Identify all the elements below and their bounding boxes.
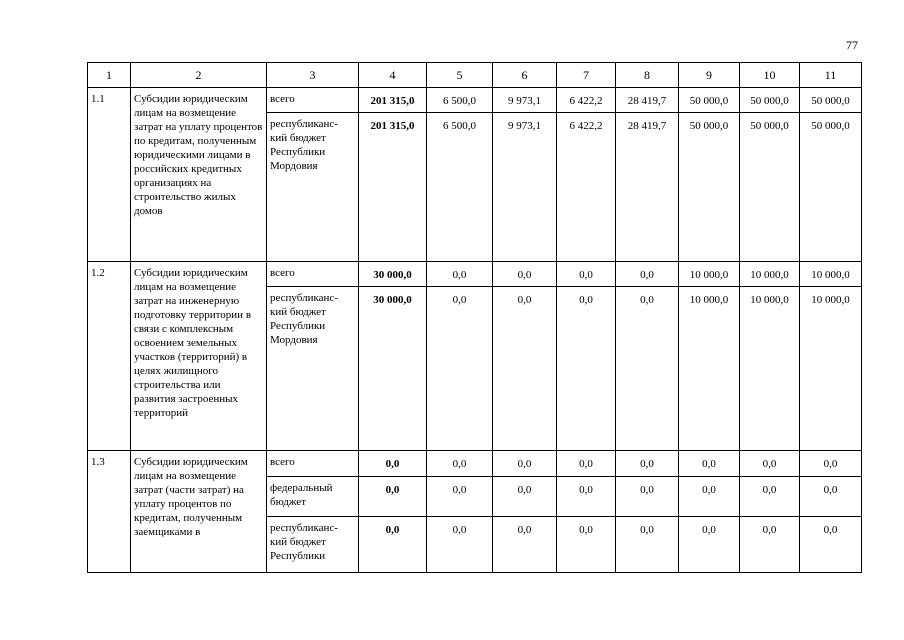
- value-cell: 50 000,0: [800, 113, 862, 262]
- value-cell: 9 973,1: [493, 113, 557, 262]
- value-cell: 0,0: [493, 262, 557, 287]
- funding-source: всего: [267, 88, 359, 113]
- value-cell: 0,0: [427, 262, 493, 287]
- column-header: 4: [359, 63, 427, 88]
- funding-source: федеральный бюджет: [267, 477, 359, 517]
- column-header: 3: [267, 63, 359, 88]
- value-cell: 6 422,2: [557, 88, 616, 113]
- value-cell: 0,0: [427, 517, 493, 573]
- column-header: 1: [88, 63, 131, 88]
- value-cell: 50 000,0: [740, 113, 800, 262]
- funding-source: всего: [267, 262, 359, 287]
- total-cell: 201 315,0: [359, 113, 427, 262]
- value-cell: 0,0: [557, 477, 616, 517]
- column-header: 11: [800, 63, 862, 88]
- value-cell: 10 000,0: [740, 262, 800, 287]
- value-cell: 50 000,0: [679, 88, 740, 113]
- item-number: 1.2: [88, 262, 131, 451]
- budget-table: [87, 62, 862, 573]
- funding-source: республиканс-кий бюджет Республики: [267, 517, 359, 573]
- table-row: [88, 88, 862, 113]
- funding-source: всего: [267, 451, 359, 477]
- table-row: [88, 262, 862, 287]
- column-header: 5: [427, 63, 493, 88]
- value-cell: 0,0: [557, 517, 616, 573]
- funding-source: республиканс-кий бюджет Республики Мордовия: [267, 287, 359, 451]
- table-row: [88, 451, 862, 477]
- value-cell: 0,0: [616, 287, 679, 451]
- value-cell: 50 000,0: [679, 113, 740, 262]
- value-cell: 0,0: [616, 262, 679, 287]
- value-cell: 50 000,0: [800, 88, 862, 113]
- value-cell: 0,0: [740, 451, 800, 477]
- value-cell: 0,0: [616, 477, 679, 517]
- column-number-row: [88, 63, 862, 88]
- value-cell: 0,0: [427, 451, 493, 477]
- value-cell: 0,0: [493, 477, 557, 517]
- value-cell: 0,0: [493, 517, 557, 573]
- total-cell: 0,0: [359, 477, 427, 517]
- column-header: 6: [493, 63, 557, 88]
- item-description: Субсидии юридическим лицам на возмещение затрат на уплату процентов по кредитам, полученным юридическими лицами в российских кредитных организациях на строительство жилых домов: [131, 88, 267, 262]
- value-cell: 10 000,0: [740, 287, 800, 451]
- value-cell: 6 500,0: [427, 88, 493, 113]
- value-cell: 10 000,0: [800, 262, 862, 287]
- column-header: 8: [616, 63, 679, 88]
- total-cell: 0,0: [359, 517, 427, 573]
- item-number: 1.1: [88, 88, 131, 262]
- item-number: 1.3: [88, 451, 131, 573]
- value-cell: 0,0: [740, 477, 800, 517]
- column-header: 2: [131, 63, 267, 88]
- value-cell: 0,0: [557, 262, 616, 287]
- value-cell: 0,0: [679, 477, 740, 517]
- value-cell: 0,0: [557, 451, 616, 477]
- funding-source: республиканс-кий бюджет Республики Мордовия: [267, 113, 359, 262]
- total-cell: 201 315,0: [359, 88, 427, 113]
- value-cell: 0,0: [616, 517, 679, 573]
- item-description: Субсидии юридическим лицам на возмещение затрат (части затрат) на уплату процентов по кредитам, полученным заемщиками в: [131, 451, 267, 573]
- item-description: Субсидии юридическим лицам на возмещение затрат на инженерную подготовку территории в связи с комплексным освоением земельных участков (территорий) в целях жилищного строительства или развития застроенных территорий: [131, 262, 267, 451]
- value-cell: 0,0: [800, 517, 862, 573]
- value-cell: 0,0: [493, 451, 557, 477]
- value-cell: 0,0: [493, 287, 557, 451]
- total-cell: 0,0: [359, 451, 427, 477]
- value-cell: 28 419,7: [616, 113, 679, 262]
- value-cell: 9 973,1: [493, 88, 557, 113]
- value-cell: 0,0: [557, 287, 616, 451]
- value-cell: 0,0: [800, 477, 862, 517]
- value-cell: 6 422,2: [557, 113, 616, 262]
- value-cell: 10 000,0: [679, 287, 740, 451]
- value-cell: 10 000,0: [679, 262, 740, 287]
- value-cell: 0,0: [679, 451, 740, 477]
- value-cell: 0,0: [427, 477, 493, 517]
- total-cell: 30 000,0: [359, 262, 427, 287]
- value-cell: 6 500,0: [427, 113, 493, 262]
- column-header: 9: [679, 63, 740, 88]
- value-cell: 50 000,0: [740, 88, 800, 113]
- column-header: 10: [740, 63, 800, 88]
- value-cell: 0,0: [427, 287, 493, 451]
- value-cell: 10 000,0: [800, 287, 862, 451]
- value-cell: 0,0: [679, 517, 740, 573]
- value-cell: 0,0: [740, 517, 800, 573]
- page-number: 77: [846, 38, 858, 52]
- value-cell: 28 419,7: [616, 88, 679, 113]
- column-header: 7: [557, 63, 616, 88]
- total-cell: 30 000,0: [359, 287, 427, 451]
- value-cell: 0,0: [800, 451, 862, 477]
- value-cell: 0,0: [616, 451, 679, 477]
